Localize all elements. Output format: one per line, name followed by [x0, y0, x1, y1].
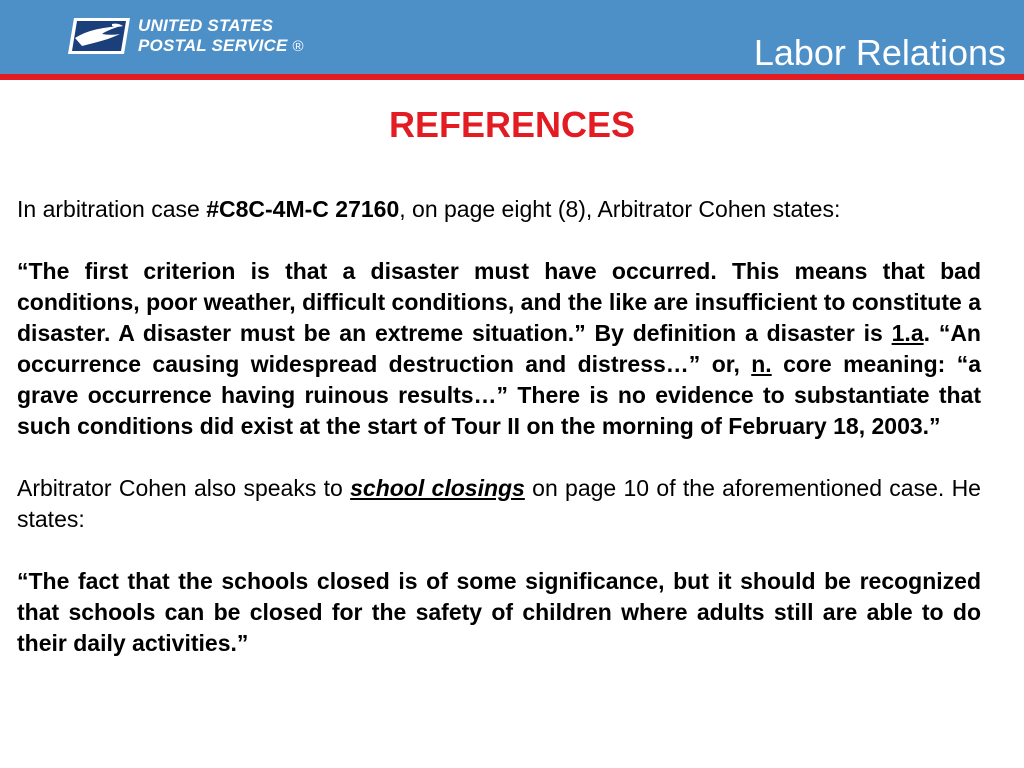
spacer — [17, 535, 981, 566]
document-body — [17, 194, 981, 659]
first-quote — [17, 256, 981, 442]
spacer — [17, 442, 981, 473]
logo-line-2 — [138, 36, 304, 56]
para2-prefix: Arbitrator Cohen also speaks to — [17, 475, 351, 501]
second-quote: “The fact that the schools closed is of some significance, but it should be recognized that schools can be closed for the safety of children where adults still are able to do their daily activities.” — [17, 568, 981, 656]
para2-suffix: on page 10 of the aforementioned case. He states: — [17, 475, 981, 532]
second-paragraph — [17, 473, 981, 535]
quote1-part3: core meaning: “a grave occurrence having ruinous results…” There is no evidence to substantiate that such conditions did exist at the start of Tour II on the morning of February 18, 2003.” — [17, 351, 981, 439]
school-closings-emphasis: school closings — [350, 475, 525, 501]
logo-line-2-text: POSTAL SERVICE — [138, 36, 288, 55]
quote1-part1: “The first criterion is that a disaster must have occurred. This means that bad conditions, poor weather, difficult conditions, and the like are insufficient to constitute a disaster. A disaster must be an extreme situation.” By definition a disaster is — [17, 258, 981, 346]
header-accent-stripe — [0, 74, 1024, 80]
case-number: #C8C-4M-C 27160 — [206, 196, 400, 222]
logo-line-1: UNITED STATES — [138, 16, 274, 35]
spacer — [17, 225, 981, 256]
section-title: Labor Relations — [753, 32, 1006, 73]
usps-logo — [68, 14, 323, 58]
header-bar — [0, 0, 1024, 74]
page-title: REFERENCES — [388, 104, 636, 145]
intro-prefix: In arbitration case — [17, 196, 207, 222]
registered-mark: ® — [292, 38, 304, 55]
intro-paragraph — [17, 194, 981, 225]
intro-suffix: , on page eight (8), Arbitrator Cohen states: — [399, 196, 841, 222]
definition-ref-1a: 1.a — [891, 320, 924, 346]
eagle-icon — [68, 16, 130, 56]
quote1-part2: . “An occurrence causing widespread destruction and distress…” or, — [17, 320, 981, 377]
definition-ref-n: n. — [751, 351, 772, 377]
